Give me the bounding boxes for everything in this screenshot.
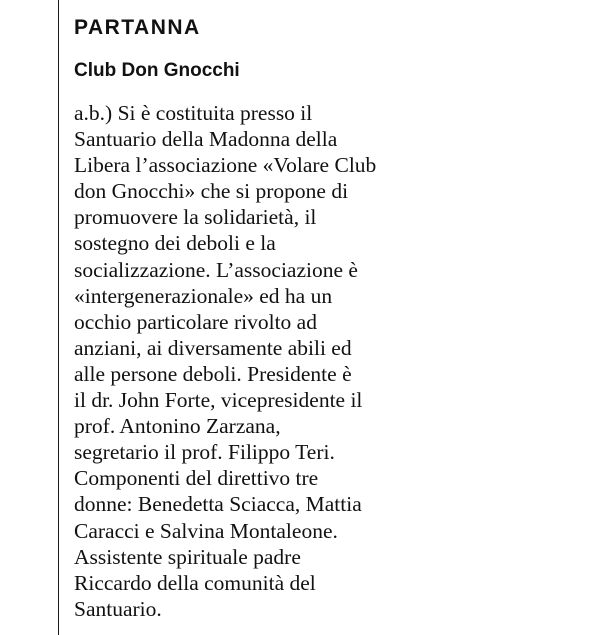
body-line: Riccardo della comunità del (74, 570, 316, 595)
body-line: donne: Benedetta Sciacca, Mattia (74, 492, 362, 517)
body-line: il dr. John Forte, vicepresidente il (74, 388, 363, 413)
body-line: promuovere la solidarietà, il (74, 205, 317, 230)
body-line: Santuario. (74, 596, 162, 621)
body-line: «intergenerazionale» ed ha un (74, 283, 333, 308)
body-line: alle persone deboli. Presidente è (74, 361, 352, 386)
column-divider (58, 0, 59, 635)
body-line: Componenti del direttivo tre (74, 466, 319, 491)
body-line: Libera l’associazione «Volare Club (74, 153, 377, 178)
body-line: Caracci e Salvina Montaleone. (74, 518, 338, 543)
body-line: socializzazione. L’associazione è (74, 257, 358, 282)
body-line: segretario il prof. Filippo Teri. (74, 440, 335, 465)
article-headline: Club Don Gnocchi (74, 60, 240, 81)
article-body (74, 100, 594, 622)
body-line: prof. Antonino Zarzana, (74, 414, 281, 439)
body-line: a.b.) Si è costituita presso il (74, 101, 313, 125)
body-line: Santuario della Madonna della (74, 127, 338, 152)
body-line: sostegno dei deboli e la (74, 231, 276, 256)
body-line: occhio particolare rivolto ad (74, 309, 317, 334)
body-line: don Gnocchi» che si propone di (74, 179, 349, 204)
body-line: Assistente spirituale padre (74, 544, 301, 569)
body-line: anziani, ai diversamente abili ed (74, 335, 352, 360)
news-article (74, 14, 594, 622)
location-kicker: PARTANNA (74, 16, 201, 39)
